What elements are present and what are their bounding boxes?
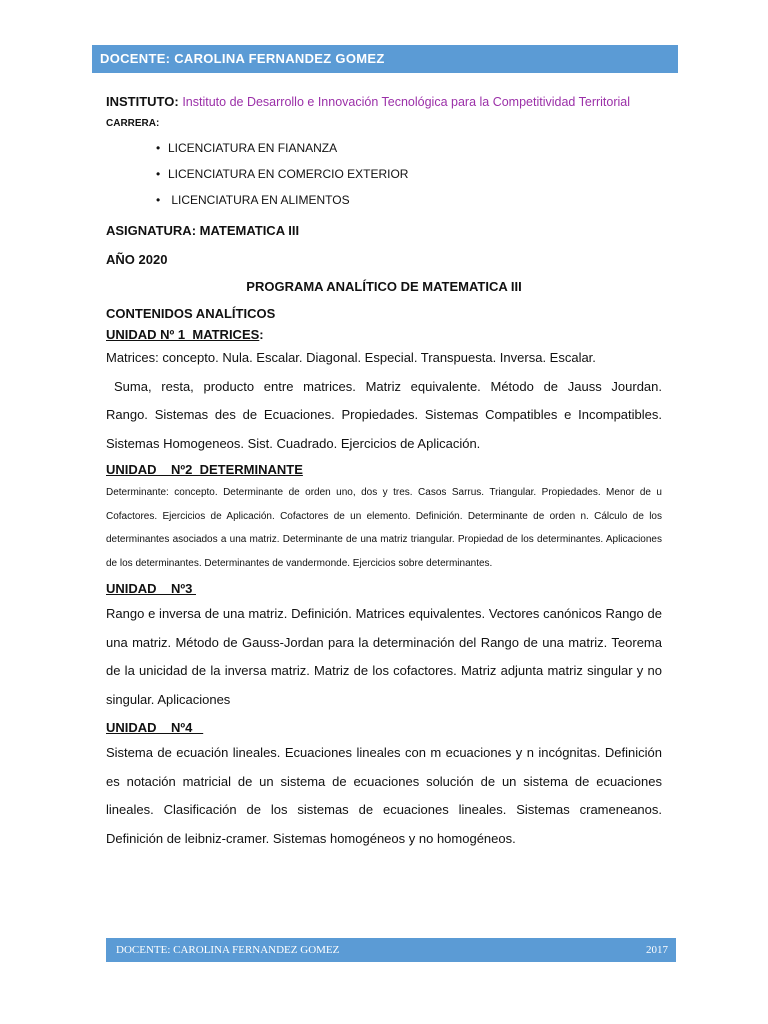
instituto-line	[106, 94, 662, 109]
unit-1-body	[106, 344, 662, 458]
unit-1-line: Sistemas Homogeneos. Sist. Cuadrado. Ejercicios de Aplicación.	[106, 435, 481, 451]
page-footer-bar	[106, 938, 676, 962]
bullet-icon: •	[156, 141, 161, 155]
list-item	[106, 161, 662, 187]
bullet-icon: •	[156, 167, 161, 181]
list-item	[106, 135, 662, 161]
bullet-icon: •	[156, 193, 161, 207]
footer-year: 2017	[646, 944, 668, 956]
career-item: LICENCIATURA EN COMERCIO EXTERIOR	[168, 167, 409, 181]
instituto-value: Instituto de Desarrollo e Innovación Tecnológica para la Competitividad Territorial	[182, 95, 631, 109]
career-list	[106, 135, 662, 213]
unit-1-line: Rango. Sistemas des de Ecuaciones. Propiedades. Sistemas Compatibles e Incompatibles.	[106, 407, 662, 422]
unit-4-body: Sistema de ecuación lineales. Ecuaciones lineales con m ecuaciones y n incógnitas. Definición es notación matricial de un sistema de ecuaciones solución de un sistema de ecuaciones lineales. Clasificación de los sistemas de ecuaciones lineales. Sistemas crameneanos. Definición de leibniz-cramer. Sistemas homogéneos y no homogéneos.	[106, 745, 662, 846]
anio-line: AÑO 2020	[106, 252, 168, 267]
unit-2-body: Determinante: concepto. Determinante de orden uno, dos y tres. Casos Sarrus. Triangular. Propiedades. Menor de u Cofactores. Ejercicios de Aplicación. Cofactores de un elemento. Definición. Determinante de orden n. Cálculo de los determinantes asociados a una matriz. Determinante de una matriz triangular. Propiedad de los determinantes. Aplicaciones de los determinantes. Determinantes de vandermonde. Ejercicios sobre determinantes.	[106, 487, 662, 569]
contenidos-heading: CONTENIDOS ANALÍTICOS	[106, 306, 276, 321]
career-item: LICENCIATURA EN ALIMENTOS	[168, 193, 350, 207]
unit-3-body: Rango e inversa de una matriz. Definición. Matrices equivalentes. Vectores canónicos Rango de una matriz. Método de Gauss-Jordan para la determinación del Rango de una matriz. Teorema de la unicidad de la inversa matriz. Matriz de los cofactores. Matriz adjunta matriz singular y no singular. Aplicaciones	[106, 606, 662, 707]
carrera-label: CARRERA:	[106, 118, 160, 129]
unit-2-heading: UNIDAD Nº2 DETERMINANTE	[106, 462, 303, 477]
career-item: LICENCIATURA EN FIANANZA	[168, 141, 338, 155]
asignatura-line: ASIGNATURA: MATEMATICA III	[106, 223, 300, 238]
document-body	[106, 88, 662, 853]
list-item	[106, 187, 662, 213]
unit-4-heading: UNIDAD Nº4	[106, 720, 204, 735]
footer-author: DOCENTE: CAROLINA FERNANDEZ GOMEZ	[116, 944, 340, 956]
unit-1-heading-suffix: :	[259, 327, 264, 342]
program-title: PROGRAMA ANALÍTICO DE MATEMATICA III	[246, 279, 522, 294]
unit-1-line: Suma, resta, producto entre matrices. Matriz equivalente. Método de Jauss Jourdan.	[114, 378, 662, 394]
page-header-bar	[92, 45, 678, 73]
unit-1-heading	[106, 327, 662, 342]
header-title: DOCENTE: CAROLINA FERNANDEZ GOMEZ	[100, 51, 385, 66]
unit-1-line: Matrices: concepto. Nula. Escalar. Diagonal. Especial. Transpuesta. Inversa. Escalar.	[106, 350, 596, 365]
unit-1-heading-text: UNIDAD Nº 1 MATRICES	[106, 327, 260, 342]
unit-3-heading: UNIDAD Nº3	[106, 581, 196, 596]
instituto-label: INSTITUTO:	[106, 94, 179, 109]
